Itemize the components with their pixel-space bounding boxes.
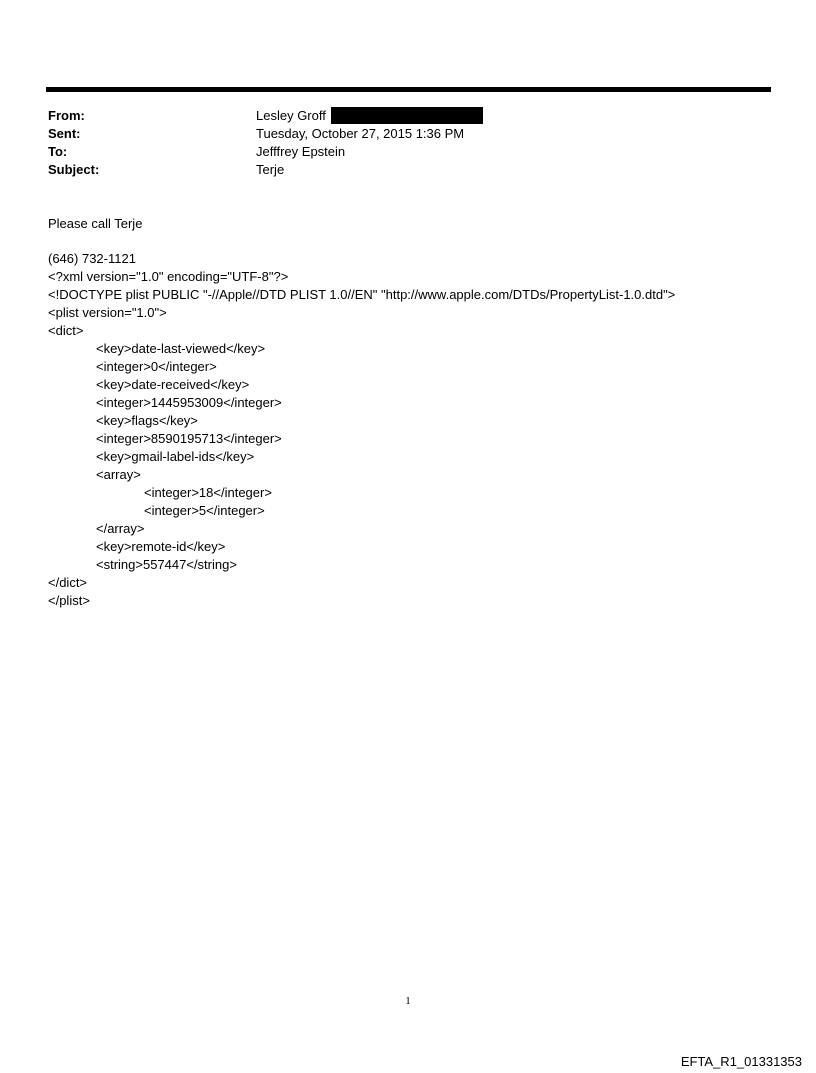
plist-line: <integer>8590195713</integer> xyxy=(96,431,282,446)
plist-line: <integer>18</integer> xyxy=(144,485,272,500)
from-row xyxy=(48,107,748,125)
plist-line: <integer>1445953009</integer> xyxy=(96,395,282,410)
subject-row xyxy=(48,161,748,179)
plist-line: <array> xyxy=(96,467,141,482)
email-header xyxy=(48,107,748,179)
plist-line: <key>date-received</key> xyxy=(96,377,250,392)
plist-line: <key>gmail-label-ids</key> xyxy=(96,449,255,464)
plist-line: <?xml version="1.0" encoding="UTF-8"?> xyxy=(48,269,289,284)
plist-line: <integer>0</integer> xyxy=(96,359,217,374)
sender-name: Lesley Groff xyxy=(256,108,326,123)
plist-line: <key>date-last-viewed</key> xyxy=(96,341,266,356)
plist-line: <plist version="1.0"> xyxy=(48,305,167,320)
sent-value: Tuesday, October 27, 2015 1:36 PM xyxy=(256,126,465,141)
from-label: From: xyxy=(48,108,85,123)
redaction-block xyxy=(331,107,483,124)
from-value xyxy=(256,107,483,125)
plist-line: </plist> xyxy=(48,593,90,608)
header-rule xyxy=(46,87,771,92)
plist-line: </dict> xyxy=(48,575,88,590)
greeting-text: Please call Terje xyxy=(48,216,143,231)
to-value: Jefffrey Epstein xyxy=(256,144,346,159)
plist-line: <key>flags</key> xyxy=(96,413,198,428)
to-label: To: xyxy=(48,144,68,159)
sent-row xyxy=(48,125,748,143)
email-body xyxy=(48,215,788,610)
subject-value: Terje xyxy=(256,162,285,177)
plist-line: </array> xyxy=(96,521,145,536)
plist-line: <dict> xyxy=(48,323,84,338)
phone-number: (646) 732-1121 xyxy=(48,251,136,266)
sent-label: Sent: xyxy=(48,126,81,141)
plist-line: <integer>5</integer> xyxy=(144,503,265,518)
plist-line: <string>557447</string> xyxy=(96,557,237,572)
document-id: EFTA_R1_01331353 xyxy=(680,1054,802,1069)
subject-label: Subject: xyxy=(48,162,100,177)
page-number: 1 xyxy=(405,995,411,1007)
plist-line: <key>remote-id</key> xyxy=(96,539,226,554)
plist-line: <!DOCTYPE plist PUBLIC "-//Apple//DTD PLIST 1.0//EN" "http://www.apple.com/DTDs/PropertyList-1.0.dtd"> xyxy=(48,287,676,302)
to-row xyxy=(48,143,748,161)
